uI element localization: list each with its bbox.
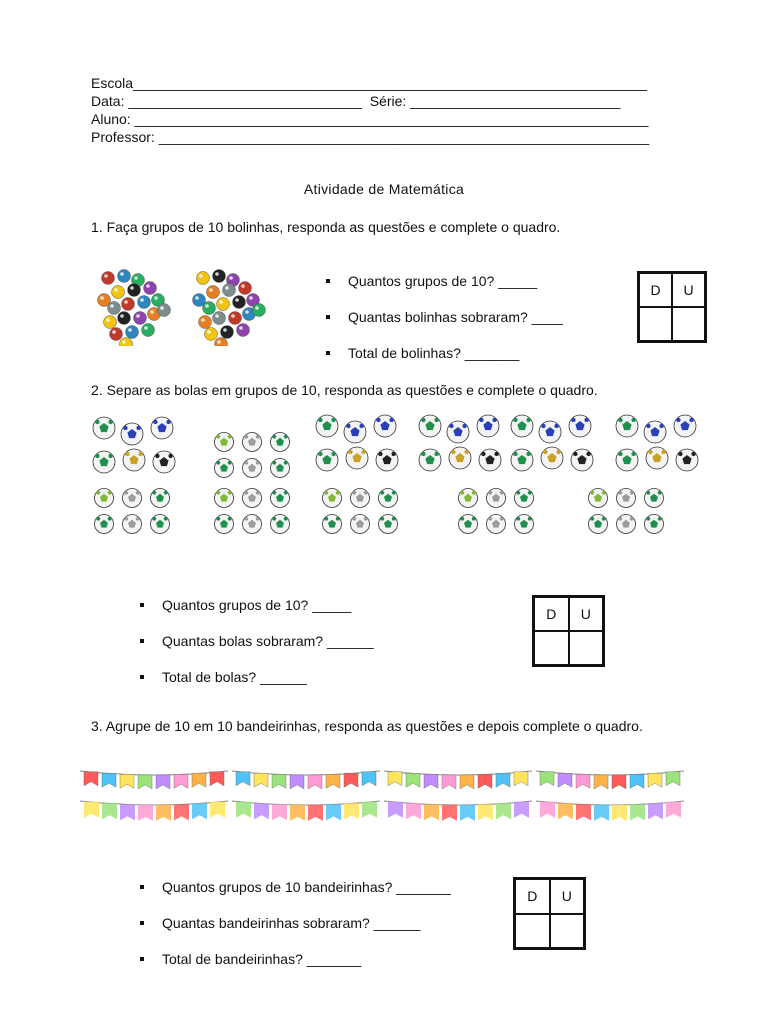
flag-icon <box>442 805 457 821</box>
q1-total-question[interactable]: Total de bolinhas? _______ <box>326 344 563 380</box>
marble-icon <box>215 338 228 347</box>
student-field[interactable]: Aluno: __________________________________________________________________ <box>91 111 649 127</box>
flag-icon <box>308 775 322 789</box>
q3-total-question[interactable]: Total de bandeirinhas? _______ <box>140 950 451 986</box>
q2-leftover-question[interactable]: Quantas bolas sobraram? ______ <box>140 632 374 668</box>
flag-icon <box>210 802 225 818</box>
marble-icon <box>104 316 117 329</box>
flag-icon <box>666 772 680 786</box>
q3-answer-u[interactable] <box>550 914 585 949</box>
flag-icon <box>576 774 590 788</box>
flag-icon <box>424 804 439 820</box>
flag-icon <box>236 802 251 818</box>
q1-header-u: U <box>672 273 705 307</box>
question-1-title: 1. Faça grupos de 10 bolinhas, responda as questões e complete o quadro. <box>91 219 561 235</box>
date-grade-field[interactable]: Data: ______________________________ Série: ___________________________ <box>91 93 621 109</box>
flag-icon <box>84 772 98 786</box>
marble-icon <box>199 316 212 329</box>
flag-icon <box>576 804 591 820</box>
marble-icon <box>142 324 155 337</box>
marble-icon <box>112 286 125 299</box>
flag-icon <box>192 803 207 819</box>
flag-icon <box>210 772 224 786</box>
question-1-list <box>326 272 563 380</box>
q1-header-d: D <box>639 273 672 307</box>
marble-icon <box>203 302 216 315</box>
marble-icon <box>110 328 123 341</box>
question-3-list <box>140 878 451 986</box>
marble-icon <box>223 284 236 297</box>
flag-icon <box>496 773 510 787</box>
flag-icon <box>156 775 170 789</box>
flag-icon <box>460 805 475 821</box>
marble-icon <box>233 296 246 309</box>
flag-icon <box>326 774 340 788</box>
flag-icon <box>630 804 645 820</box>
flag-icon <box>514 772 528 786</box>
flag-icon <box>388 772 402 786</box>
question-2-list <box>140 596 374 704</box>
flag-icon <box>406 803 421 819</box>
flag-icon <box>424 774 438 788</box>
marble-icon <box>126 326 139 339</box>
flag-icon <box>326 804 341 820</box>
marbles-illustration <box>90 268 275 346</box>
marble-icon <box>217 298 230 311</box>
marble-icon <box>158 304 171 317</box>
flag-icon <box>630 774 644 788</box>
flag-icon <box>120 804 135 820</box>
marble-icon <box>229 312 242 325</box>
flag-icon <box>192 773 206 787</box>
flag-icon <box>156 805 171 821</box>
flag-icon <box>236 772 250 786</box>
flag-icon <box>102 773 116 787</box>
flag-icon <box>666 802 681 818</box>
q1-groups-question[interactable]: Quantos grupos de 10? _____ <box>326 272 563 308</box>
marble-icon <box>213 270 226 283</box>
flag-icon <box>344 803 359 819</box>
marble-icon <box>122 298 135 311</box>
q1-answer-u[interactable] <box>672 307 705 341</box>
marble-icon <box>134 312 147 325</box>
q2-answer-d[interactable] <box>534 631 569 665</box>
marble-icon <box>197 272 210 285</box>
bunting-flags-illustration <box>80 765 686 829</box>
q3-answer-d[interactable] <box>515 914 550 949</box>
q2-groups-question[interactable]: Quantos grupos de 10? _____ <box>140 596 374 632</box>
flag-icon <box>612 775 626 789</box>
flag-icon <box>362 772 376 786</box>
flag-icon <box>460 775 474 789</box>
flag-icon <box>558 803 573 819</box>
flag-icon <box>362 802 377 818</box>
q2-answer-u[interactable] <box>569 631 604 665</box>
marble-icon <box>221 326 234 339</box>
flag-icon <box>558 773 572 787</box>
flag-icon <box>514 802 529 818</box>
q1-leftover-question[interactable]: Quantas bolinhas sobraram? ____ <box>326 308 563 344</box>
marble-icon <box>237 324 250 337</box>
marble-icon <box>205 328 218 341</box>
flag-icon <box>496 803 511 819</box>
flag-icon <box>648 803 663 819</box>
q3-header-u: U <box>550 879 585 914</box>
flag-icon <box>478 804 493 820</box>
flag-icon <box>648 773 662 787</box>
flag-icon <box>102 803 117 819</box>
flag-icon <box>540 802 555 818</box>
flag-icon <box>254 803 269 819</box>
question-3-title: 3. Agrupe de 10 em 10 bandeirinhas, responda as questões e depois complete o quadro. <box>91 718 643 734</box>
q2-header-u: U <box>569 597 604 631</box>
flag-icon <box>478 774 492 788</box>
flag-icon <box>272 774 286 788</box>
q2-header-d: D <box>534 597 569 631</box>
flag-icon <box>612 805 627 821</box>
marble-icon <box>144 282 157 295</box>
flag-icon <box>84 802 99 818</box>
flag-icon <box>272 804 287 820</box>
q1-du-table <box>637 271 707 343</box>
flag-icon <box>290 775 304 789</box>
q2-total-question[interactable]: Total de bolas? ______ <box>140 668 374 704</box>
soccer-balls-illustration <box>88 410 700 555</box>
flag-icon <box>138 805 153 821</box>
flag-icon <box>174 774 188 788</box>
flag-icon <box>540 772 554 786</box>
flag-icon <box>254 773 268 787</box>
flag-icon <box>388 802 403 818</box>
page-title: Atividade de Matemática <box>303 181 465 197</box>
marble-icon <box>108 302 121 315</box>
q1-answer-d[interactable] <box>639 307 672 341</box>
q3-leftover-question[interactable]: Quantas bandeirinhas sobraram? ______ <box>140 914 451 950</box>
q3-header-d: D <box>515 879 550 914</box>
flag-icon <box>344 773 358 787</box>
marble-icon <box>120 338 133 347</box>
flag-icon <box>406 773 420 787</box>
question-2-title: 2. Separe as bolas em grupos de 10, responda as questões e complete o quadro. <box>91 382 598 398</box>
flag-icon <box>290 805 305 821</box>
flag-icon <box>174 804 189 820</box>
teacher-field[interactable]: Professor: _______________________________________________________________ <box>91 129 650 145</box>
flag-icon <box>308 805 323 821</box>
marble-icon <box>102 272 115 285</box>
flag-icon <box>120 774 134 788</box>
marble-icon <box>138 296 151 309</box>
marble-icon <box>253 304 266 317</box>
q3-groups-question[interactable]: Quantos grupos de 10 bandeirinhas? _______ <box>140 878 451 914</box>
marble-icon <box>118 312 131 325</box>
school-field[interactable]: Escola__________________________________________________________________ <box>91 75 647 91</box>
marble-icon <box>213 312 226 325</box>
marble-icon <box>128 284 141 297</box>
marble-icon <box>207 286 220 299</box>
q3-du-table <box>513 877 586 950</box>
marble-icon <box>239 282 252 295</box>
flag-icon <box>138 775 152 789</box>
flag-icon <box>594 805 609 821</box>
q2-du-table <box>532 595 605 667</box>
flag-icon <box>442 775 456 789</box>
flag-icon <box>594 775 608 789</box>
marble-icon <box>118 270 131 283</box>
